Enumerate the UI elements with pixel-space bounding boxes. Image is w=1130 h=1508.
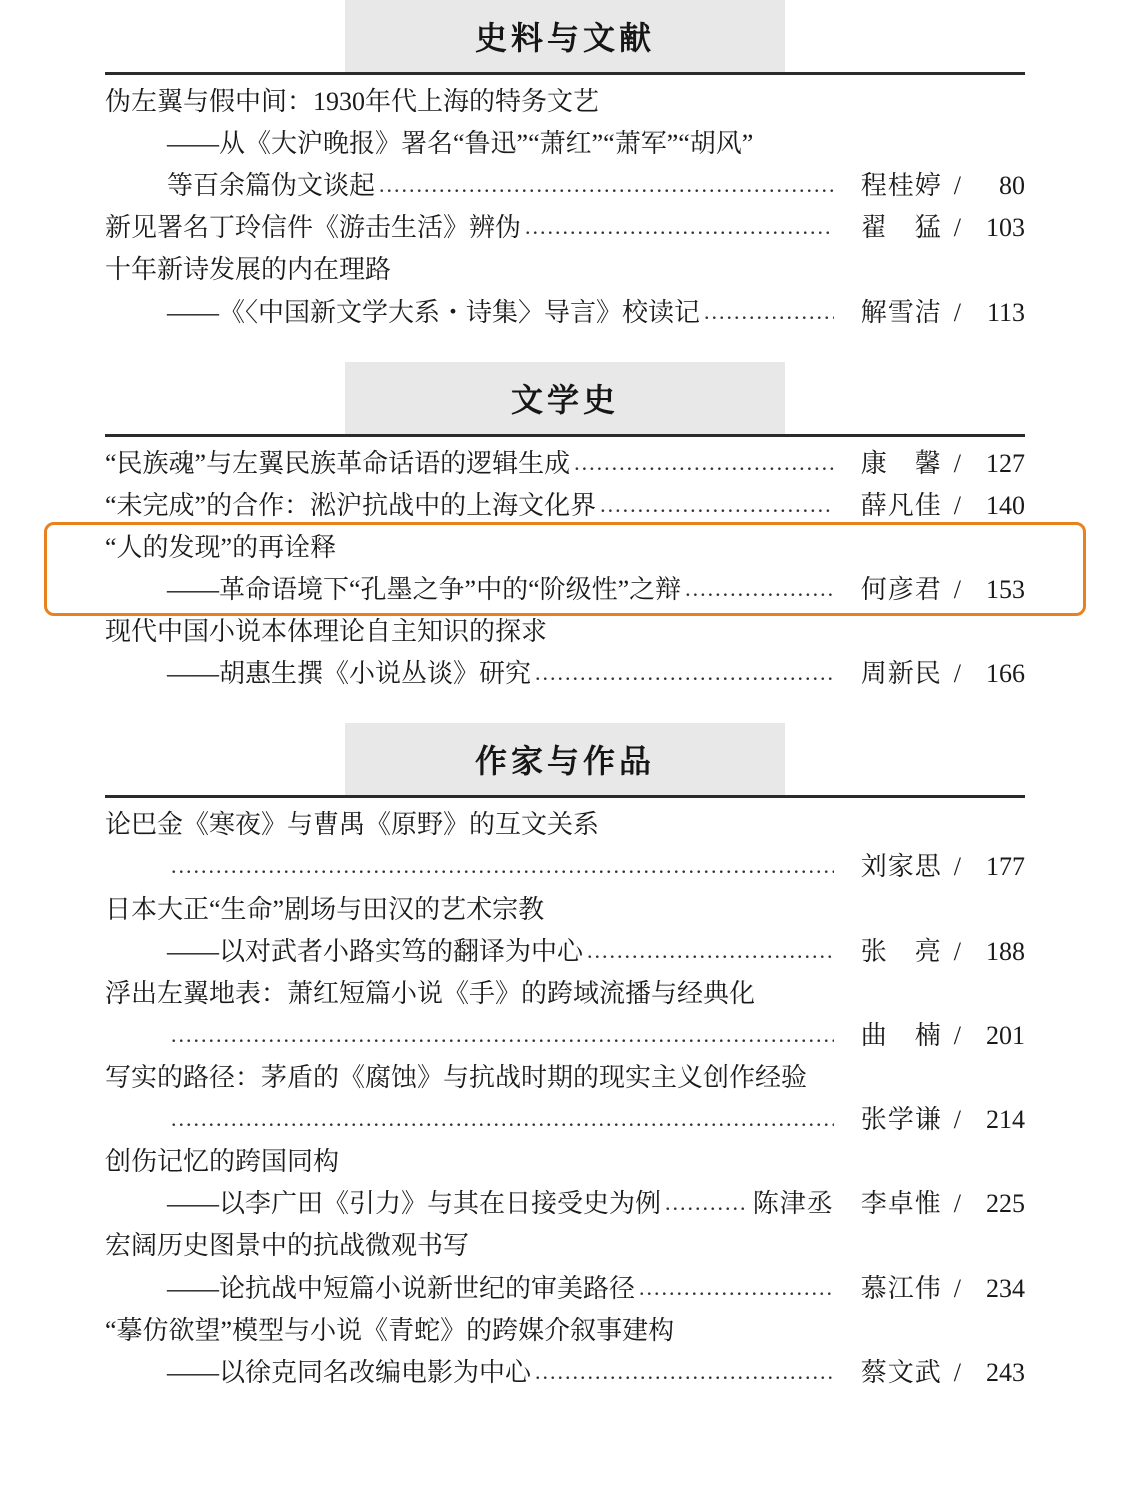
toc-entry-page-number: 153 [986,574,1025,604]
toc-entry-line [105,81,1025,123]
dot-leader [171,1017,834,1053]
toc-entry-line [105,569,1025,611]
toc-entry-line [105,165,1025,207]
toc-entry-line [105,207,1025,249]
toc-entry-title: ——以徐克同名改编电影为中心 [167,1357,532,1387]
toc-entry-line [105,1099,1025,1141]
toc-entry[interactable] [105,1310,1025,1394]
author-page-separator: / [953,1105,961,1135]
toc-entry-author: 陈津丞 李卓惟 [752,1189,942,1219]
toc-entry-title: ——《〈中国新文学大系・诗集〉导言》校读记 [167,297,701,327]
toc-entry-title: ——论抗战中短篇小说新世纪的审美路径 [167,1273,636,1303]
author-page-separator: / [953,1020,961,1050]
toc-entry-title: 现代中国小说本体理论自主知识的探求 [105,617,548,647]
toc-entry-page-number: 225 [986,1189,1025,1219]
toc-entry-title: 创伤记忆的跨国同构 [105,1147,340,1177]
toc-entry-author: 蔡文武 [860,1357,942,1387]
toc-entry-page-number: 188 [986,936,1025,966]
toc-entry-line [105,1310,1025,1352]
toc-entry-author: 康 馨 [860,448,942,478]
toc-entry[interactable] [105,804,1025,888]
toc-entry-line [105,485,1025,527]
toc-entry-page-number: 201 [986,1020,1025,1050]
author-page-separator: / [953,448,961,478]
toc-entry-page-number: 243 [986,1357,1025,1387]
toc-entry-author: 张 亮 [860,936,942,966]
author-page-separator: / [953,1273,961,1303]
toc-entry[interactable] [105,1225,1025,1309]
toc-entry-title: ——以李广田《引力》与其在日接受史为例 [167,1189,662,1219]
toc-entry-line [105,527,1025,569]
toc-entry-line [105,249,1025,291]
toc-entry[interactable] [105,1057,1025,1141]
toc-entry-author: 周新民 [860,659,942,689]
toc-entry-title: 宏阔历史图景中的抗战微观书写 [105,1231,470,1261]
toc-entry[interactable] [105,1141,1025,1225]
toc-entry-author: 解雪洁 [860,297,942,327]
dot-leader [535,1354,834,1390]
toc-entry-title: 日本大正“生命”剧场与田汉的艺术宗教 [105,894,545,924]
toc-entry-line [105,1352,1025,1394]
dot-leader [574,445,834,481]
section-title: 作家与作品 [345,723,785,795]
toc-entry-line [105,123,1025,165]
section-title: 文学史 [345,362,785,434]
toc-entry-line [105,846,1025,888]
dot-leader [665,1185,749,1221]
dot-leader [171,848,834,884]
toc-entry-title: 伪左翼与假中间：1930年代上海的特务文艺 [105,87,600,116]
toc-entry-line [105,611,1025,653]
toc-entry-author: 张学谦 [860,1105,942,1135]
toc-entry-title: ——胡惠生撰《小说丛谈》研究 [167,659,532,689]
toc-entry-page-number: 166 [986,659,1025,689]
toc-entry-line [105,1183,1025,1225]
toc-entry-author: 刘家思 [860,852,942,882]
toc-entry-title: “民族魂”与左翼民族革命话语的逻辑生成 [105,448,571,478]
toc-entry-author: 慕江伟 [860,1273,942,1303]
toc-entry-line [105,1057,1025,1099]
author-page-separator: / [953,213,961,243]
dot-leader [525,209,834,245]
section-spacer [0,695,1130,723]
toc-entry-line [105,1268,1025,1310]
toc-entry-line [105,1015,1025,1057]
toc-entry-page-number: 234 [986,1273,1025,1303]
toc-entry-title: “摹仿欲望”模型与小说《青蛇》的跨媒介叙事建构 [105,1315,675,1345]
dot-leader [600,487,834,523]
dot-leader [535,655,834,691]
toc-entry-title: “未完成”的合作：淞沪抗战中的上海文化界 [105,490,597,520]
toc-entry-author: 曲 楠 [860,1020,942,1050]
toc-entry-line [105,292,1025,334]
author-page-separator: / [953,574,961,604]
section-spacer [0,334,1130,362]
toc-entry[interactable] [105,207,1025,249]
toc-entry-line [105,973,1025,1015]
toc-entry-title: 十年新诗发展的内在理路 [105,255,392,285]
toc-entry-page-number: 177 [986,852,1025,882]
author-page-separator: / [953,490,961,520]
toc-entry-line [105,804,1025,846]
toc-entry-title: ——革命语境下“孔墨之争”中的“阶级性”之辩 [167,574,682,604]
toc-entry-title: 新见署名丁玲信件《游击生活》辨伪 [105,213,522,243]
section-title: 史料与文献 [345,0,785,72]
toc-entry-author: 薛凡佳 [860,490,942,520]
dot-leader [171,1101,834,1137]
toc-entry-title: 写实的路径：茅盾的《腐蚀》与抗战时期的现实主义创作经验 [105,1062,808,1092]
toc-entry-line [105,889,1025,931]
dot-leader [587,933,834,969]
dot-leader [704,294,834,330]
toc-entry[interactable] [105,485,1025,527]
toc-entry[interactable] [105,611,1025,695]
toc-entry[interactable] [105,443,1025,485]
toc-entry-line [105,931,1025,973]
author-page-separator: / [953,1189,961,1219]
dot-leader [639,1270,834,1306]
toc-entry-page-number: 214 [986,1105,1025,1135]
toc-entry-page-number: 80 [999,171,1025,201]
author-page-separator: / [953,659,961,689]
toc-entry-page-number: 140 [986,490,1025,520]
toc-entry-page-number: 127 [986,448,1025,478]
dot-leader [379,167,834,203]
section-entries [105,437,1025,696]
toc-entry-page-number: 103 [986,213,1025,243]
toc-entry[interactable] [105,889,1025,973]
toc-entry-title: 等百余篇伪文谈起 [167,171,376,201]
section-entries [105,75,1025,334]
author-page-separator: / [953,852,961,882]
toc-entry[interactable] [105,81,1025,207]
toc-entry[interactable] [105,249,1025,333]
toc-entry-page-number: 113 [986,297,1025,327]
toc-entry-author: 翟 猛 [860,213,942,243]
toc-entry-line [105,1141,1025,1183]
author-page-separator: / [953,297,961,327]
toc-entry-line [105,443,1025,485]
author-page-separator: / [953,1357,961,1387]
toc-entry-title: ——以对武者小路实笃的翻译为中心 [167,936,584,966]
toc-entry-title: 论巴金《寒夜》与曹禺《原野》的互文关系 [105,810,600,840]
toc-entry-title: 浮出左翼地表：萧红短篇小说《手》的跨域流播与经典化 [105,978,756,1008]
section-entries [105,798,1025,1394]
toc-entry-title: “人的发现”的再诠释 [105,532,337,562]
dot-leader [685,571,834,607]
toc-entry[interactable] [105,973,1025,1057]
author-page-separator: / [953,171,961,201]
author-page-separator: / [953,936,961,966]
toc-entry-title: ——从《大沪晚报》署名“鲁迅”“萧红”“萧军”“胡风” [167,129,754,159]
toc-entry-line [105,1225,1025,1267]
toc-entry-author: 何彦君 [860,574,942,604]
toc-entry-line [105,653,1025,695]
toc-entry[interactable] [105,527,1025,611]
toc-entry-author: 程桂婷 [860,171,942,201]
